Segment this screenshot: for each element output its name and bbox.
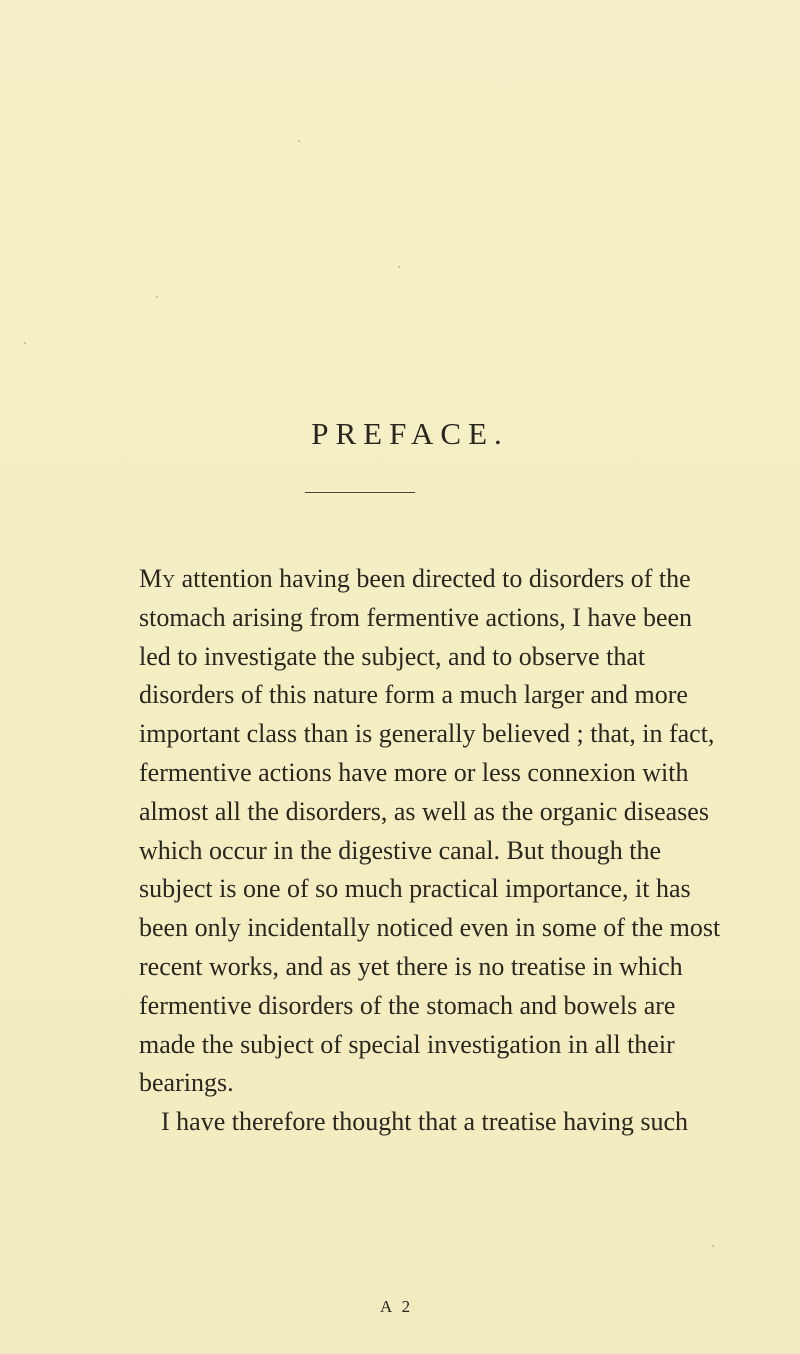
text-line: important class than is generally believed ; that, in fact,	[139, 719, 715, 749]
text-line-rest: attention having been directed to disorders of the	[175, 564, 691, 593]
text-line: which occur in the digestive canal. But though the	[139, 835, 662, 865]
text-line: subject is one of so much practical importance, it has	[139, 874, 691, 904]
text-line: led to investigate the subject, and to observe that	[139, 641, 646, 671]
text-line: made the subject of special investigation in all their	[139, 1029, 675, 1059]
text-line: bearings.	[139, 1068, 234, 1098]
text-line: almost all the disorders, as well as the organic diseases	[139, 796, 709, 826]
signature-mark: A 2	[380, 1297, 414, 1316]
text-line-content	[139, 560, 691, 599]
text-line: disorders of this nature form a much larger and more	[139, 680, 688, 710]
text-line: been only incidentally noticed even in some of the most	[139, 913, 721, 943]
text-line-indented: I have therefore thought that a treatise having such	[161, 1107, 689, 1137]
paper-speck	[24, 342, 26, 344]
paper-speck	[156, 296, 158, 298]
preface-paragraph	[139, 560, 721, 1142]
text-line	[139, 560, 691, 599]
paper-speck	[398, 266, 400, 268]
paper-speck	[712, 1245, 714, 1247]
drop-word: My	[139, 564, 176, 593]
text-line: stomach arising from fermentive actions, I have been	[139, 602, 693, 632]
title-divider	[305, 492, 415, 493]
text-line: fermentive actions have more or less connexion with	[139, 757, 689, 787]
text-line: fermentive disorders of the stomach and bowels are	[139, 990, 676, 1020]
page-title: PREFACE.	[311, 416, 509, 451]
paper-speck	[298, 140, 300, 142]
text-line: recent works, and as yet there is no treatise in which	[139, 951, 683, 981]
